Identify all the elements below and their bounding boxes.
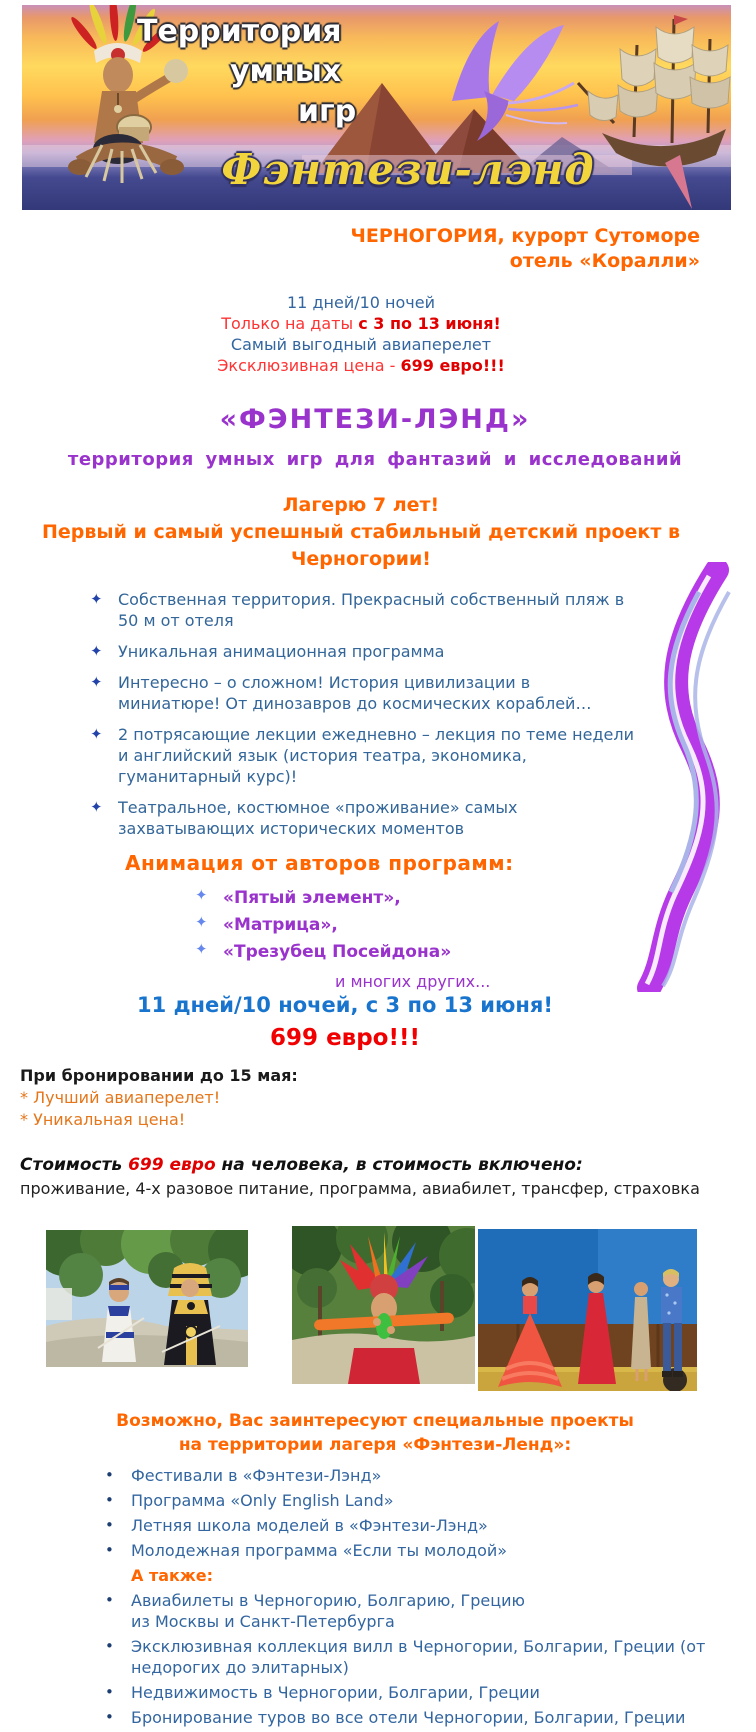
also-label: А также: xyxy=(131,1566,214,1585)
photo3-art xyxy=(478,1229,697,1391)
camp-subtitle: территория умных игр для фантазий и исследований xyxy=(67,449,683,470)
star-bullet-icon: ✦ xyxy=(195,913,208,931)
banner-tagline-line3: игр xyxy=(298,94,357,129)
star-bullet-icon: ✦ xyxy=(195,886,208,904)
intro-dates xyxy=(0,313,722,334)
star-bullet-icon: ✦ xyxy=(90,590,103,608)
camp-title: «ФЭНТЕЗИ-ЛЭНД» xyxy=(219,404,531,435)
photo-clown-wig xyxy=(292,1226,475,1384)
feature-text: Интересно – о сложном! История цивилизации в миниатюре! От динозавров до космических кораблей… xyxy=(118,673,592,713)
special-item-line1: Авиабилеты в Черногорию, Болгарию, Грецию xyxy=(131,1591,525,1610)
hotel-line2: отель «Коралли» xyxy=(509,250,700,272)
features-list xyxy=(90,589,635,839)
intro-dates-bold: с 3 по 13 июня! xyxy=(358,314,501,333)
list-item xyxy=(105,1515,725,1536)
special-item-text: Летняя школа моделей в «Фэнтези-Лэнд» xyxy=(131,1516,488,1535)
feature-text: Театральное, костюмное «проживание» самых захватывающих исторических моментов xyxy=(118,798,518,838)
star-bullet-icon: ✦ xyxy=(90,798,103,816)
feature-text: 2 потрясающие лекции ежедневно – лекция по теме недели и английский язык (история театра, экономика, гуманитарный курс)! xyxy=(118,725,634,786)
list-item xyxy=(105,1590,725,1632)
list-item xyxy=(90,641,635,662)
booking-item: * Лучший авиаперелет! xyxy=(20,1088,221,1107)
list-item xyxy=(105,1540,725,1561)
cost-block xyxy=(20,1155,756,1198)
dot-bullet-icon: • xyxy=(105,1466,114,1484)
star-bullet-icon: ✦ xyxy=(90,642,103,660)
intro-flight: Самый выгодный авиаперелет xyxy=(230,335,492,354)
intro-price xyxy=(0,355,722,376)
banner xyxy=(22,5,731,210)
hotel-line1: ЧЕРНОГОРИЯ, курорт Сутоморе xyxy=(350,225,700,247)
list-item xyxy=(105,1636,725,1678)
special-heading-line1: Возможно, Вас заинтересуют специальные проекты xyxy=(116,1411,634,1431)
banner-tagline-line1: Территория xyxy=(137,14,342,49)
hotel-heading xyxy=(0,224,756,274)
star-bullet-icon: ✦ xyxy=(90,725,103,743)
special-projects-list xyxy=(105,1465,725,1728)
dot-bullet-icon: • xyxy=(105,1683,114,1701)
list-item xyxy=(105,1490,725,1511)
about-block xyxy=(0,492,722,573)
special-item-text: Эксклюзивная коллекция вилл в Черногории, Болгарии, Греции (от недорогих до элитарных) xyxy=(131,1637,706,1677)
special-item-text: Бронирование туров во все отели Черногории, Болгарии, Греции xyxy=(131,1708,686,1727)
intro-duration: 11 дней/10 ночей xyxy=(287,293,435,312)
booking-heading: При бронировании до 15 мая: xyxy=(20,1066,298,1085)
about-line2: Первый и самый успешный стабильный детский проект в Черногории! xyxy=(42,521,680,570)
program-text: «Матрица», xyxy=(223,915,338,935)
special-heading-line2: на территории лагеря «Фэнтези-Ленд»: xyxy=(178,1435,572,1455)
list-item xyxy=(90,589,635,631)
cost-prefix: Стоимость xyxy=(20,1155,129,1175)
cost-suffix: на человека, в стоимость включено: xyxy=(215,1155,583,1175)
feature-text: Собственная территория. Прекрасный собственный пляж в 50 м от отеля xyxy=(118,590,625,630)
star-bullet-icon: ✦ xyxy=(195,940,208,958)
booking-block xyxy=(20,1065,756,1131)
photo1-art xyxy=(46,1230,248,1367)
special-item-text: Фестивали в «Фэнтези-Лэнд» xyxy=(131,1466,382,1485)
dot-bullet-icon: • xyxy=(105,1708,114,1726)
special-item-text: Недвижимость в Черногории, Болгарии, Греции xyxy=(131,1683,540,1702)
photo-fashion-show xyxy=(478,1229,697,1391)
purple-swirl-decoration xyxy=(613,562,748,992)
program-text: «Трезубец Посейдона» xyxy=(223,942,452,962)
list-item xyxy=(90,672,635,714)
cost-line xyxy=(20,1155,756,1175)
cost-price: 699 евро xyxy=(128,1155,216,1175)
banner-tagline-line2: умных xyxy=(230,54,342,89)
banner-logo-text: Фэнтези-лэнд xyxy=(221,145,595,194)
intro-price-bold: 699 евро!!! xyxy=(400,356,505,375)
animation-heading: Анимация от авторов программ: xyxy=(125,851,514,875)
special-item-text xyxy=(131,1590,525,1632)
dot-bullet-icon: • xyxy=(105,1637,114,1655)
special-item-text: Программа «Only English Land» xyxy=(131,1491,394,1510)
intro-dates-prefix: Только на даты xyxy=(221,314,359,333)
more-programs-note: и многих других... xyxy=(335,972,491,991)
photo-egyptian-costumes xyxy=(46,1230,248,1367)
ship-icon xyxy=(578,15,730,209)
special-item-line2: из Москвы и Санкт-Петербурга xyxy=(131,1612,395,1631)
star-bullet-icon: ✦ xyxy=(90,673,103,691)
dot-bullet-icon: • xyxy=(105,1591,114,1609)
photo-gallery xyxy=(46,1226,756,1391)
special-heading xyxy=(0,1409,750,1457)
list-item xyxy=(105,1707,725,1728)
program-text: «Пятый элемент», xyxy=(223,888,401,908)
list-item xyxy=(90,797,635,839)
photo2-art xyxy=(292,1226,475,1384)
dot-bullet-icon: • xyxy=(105,1491,114,1509)
cost-includes: проживание, 4-х разовое питание, программа, авиабилет, трансфер, страховка xyxy=(20,1179,700,1198)
list-item xyxy=(90,724,635,787)
special-item-text: Молодежная программа «Если ты молодой» xyxy=(131,1541,508,1560)
intro-block xyxy=(0,292,722,376)
list-item xyxy=(105,1682,725,1703)
about-line1: Лагерю 7 лет! xyxy=(282,494,440,516)
list-item xyxy=(105,1465,725,1486)
offer-price: 699 евро!!! xyxy=(270,1025,420,1051)
intro-price-prefix: Эксклюзивная цена - xyxy=(217,356,401,375)
feature-text: Уникальная анимационная программа xyxy=(118,642,445,661)
booking-item: * Уникальная цена! xyxy=(20,1110,186,1129)
dot-bullet-icon: • xyxy=(105,1516,114,1534)
dot-bullet-icon: • xyxy=(105,1541,114,1559)
offer-dates: 11 дней/10 ночей, с 3 по 13 июня! xyxy=(137,993,553,1017)
